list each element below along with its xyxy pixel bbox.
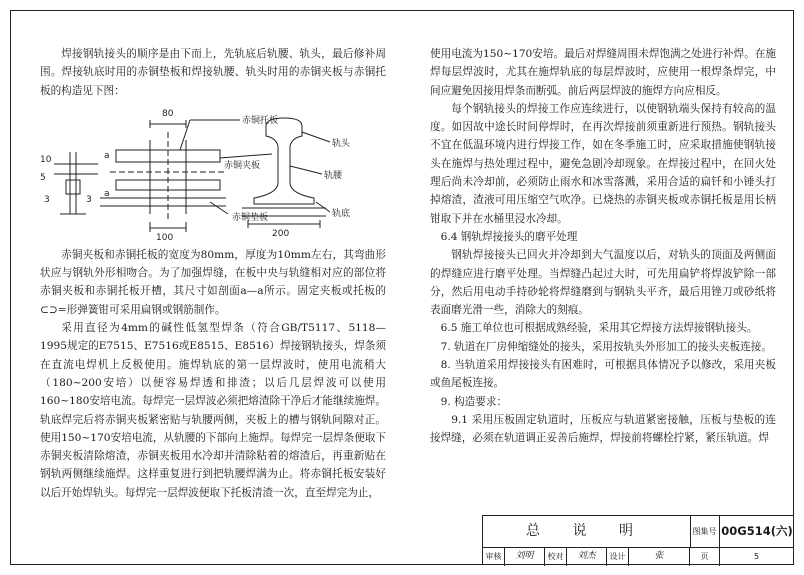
title-block bbox=[482, 515, 794, 565]
page-label: 页 bbox=[690, 547, 720, 566]
copper-plate-figure bbox=[40, 102, 386, 240]
heading-9: 9. 构造要求： bbox=[440, 395, 508, 408]
dim-3-label: 3 bbox=[44, 194, 50, 205]
design-label: 设计 bbox=[607, 547, 629, 566]
dim-5-label: 5 bbox=[40, 172, 46, 183]
check-signature: 刘杰 bbox=[567, 547, 607, 566]
paragraph-weld-sequence: 焊接钢轨接头的顺序是由下而上，先轨底后轨腰、轨头，最后修补周围。焊接轨底时用的赤铜垫板和焊接轨腰、轨头时用的赤铜夹板与赤铜托板的构造见下图： bbox=[40, 48, 386, 97]
review-label: 审核 bbox=[483, 547, 505, 566]
paragraph-8: 8. 当轨道采用焊接接头有困难时，可根据具体情况予以修改，采用夹板或鱼尾板连接。 bbox=[430, 359, 776, 390]
title-block-row-2 bbox=[483, 547, 794, 566]
paragraph-current-continued: 使用电流为150~170安培。最后对焊缝周围未焊饱满之处进行补焊。在施焊每层焊波时，尤其在施焊轨底的每层焊波时，应使用一根焊条焊完，中间应避免因接用焊条而断弧。前后两层焊波的施焊方向应相反。 bbox=[430, 48, 776, 97]
paragraph-welding-rod: 采用直径为4mm的碱性低氢型焊条（符合GB/T5117、5118—1995规定的E7515、E7516或E8515、E8516）焊接钢轨接头，焊条须在直流电焊机上反极使用。施焊轨底的第一层焊波时，使用电流稍大（180~200安培）以便容易焊透和排渣；以后几层焊波可以使用160~180安培电流。每焊完一层焊波必须把熔渣除干净后才能继续施焊。轨底焊完后将赤铜夹板紧密贴与轨腰两侧，夹板上的槽与钢轨间隙对正。使用150~170安培电流，从轨腰的下部向上施焊。每焊完一层焊条便取下赤铜夹板清除熔渣，赤铜夹板用水冷却并清除粘着的熔渣后，再重新贴在钢轨两侧继续施焊。这样重复进行到把轨腰焊满为止。将赤铜托板安装好以后开始焊轨头。每焊完一层焊波便取下托板清渣一次，直至焊完为止， bbox=[40, 322, 386, 499]
dim-80-label: 80 bbox=[162, 108, 174, 119]
atlas-number-label: 图集号 bbox=[690, 516, 720, 547]
copper-plate-drawing bbox=[40, 102, 386, 240]
dim-200-label: 200 bbox=[272, 228, 290, 239]
review-signature: 刘明 bbox=[505, 547, 545, 566]
paragraph-6-5: 6.5 施工单位也可根据成熟经验，采用其它焊接方法焊接钢轨接头。 bbox=[440, 322, 758, 335]
paragraph-7: 7. 轨道在厂房伸缩缝处的接头，采用按轨头外形加工的接头夹板连接。 bbox=[440, 340, 772, 353]
dim-3b-label: 3 bbox=[86, 194, 92, 205]
paragraph-grinding: 钢轨焊接接头已回火并冷却到大气温度以后，对轨头的顶面及两侧面的焊缝应进行磨平处理。当焊缝凸起过大时，可先用扁铲将焊波铲除一部分，然后用电动手持砂轮将焊缝磨到与钢轨头平齐，最后用锉刀或砂纸将表面磨光滑一些，消除大的刻痕。 bbox=[430, 249, 776, 317]
callout-guitou-label: 轨头 bbox=[332, 138, 351, 149]
section-a2-label: a bbox=[104, 188, 110, 199]
page-number: 5 bbox=[753, 552, 760, 561]
callout-jiaban-label: 赤铜夹板 bbox=[224, 160, 261, 171]
paragraph-9-1: 9.1 采用压板固定轨道时，压板应与轨道紧密接触，压板与垫板的连接焊缝，必须在轨道调正妥善后施焊，焊接前将螺栓拧紧，紧压轨道。焊 bbox=[430, 413, 776, 445]
callout-dianban-label: 赤铜垫板 bbox=[232, 212, 269, 223]
title-block-row-1 bbox=[483, 516, 794, 548]
rail-section-drawing bbox=[242, 118, 326, 228]
atlas-number: 00G514(六) bbox=[721, 524, 793, 538]
design-signature: 张 bbox=[629, 547, 690, 566]
section-a1-label: a bbox=[104, 150, 110, 161]
paragraph-copper-plate: 赤铜夹板和赤铜托板的宽度为80mm，厚度为10mm左右，其弯曲形状应与钢轨外形相吻合。为了加强焊缝，在板中央与轨缝相对应的部位将赤铜夹板和赤铜托板开槽，其尺寸如剖面a—a所示。固定夹板或托板的⊂⊃=形弹簧钳可采用扁钢或钢筋制作。 bbox=[40, 248, 386, 316]
check-label: 校对 bbox=[545, 547, 567, 566]
drawing-title: 总 说 明 bbox=[483, 516, 691, 547]
paragraph-continuous-welding: 每个钢轨接头的焊接工作应连续进行，以使钢轨端头保持有较高的温度。如因故中途长时间停焊时，在再次焊接前须重新进行预热。钢轨接头不宜在低温环境内进行焊接工作，如在冬季施工时，应采取措施使钢轨接头在施焊与热处理过程中，避免急剧冷却现象。在焊接过程中，在回火处理后尚未冷却前，必须防止雨水和冰雪落溅，采用合适的扁钎和小锤头打掉熔渣，渣液可用压缩空气吹净。已烧热的赤铜夹板或赤铜托板是用长柄钳取下并在水桶里浸水冷却。 bbox=[430, 102, 776, 225]
dim-10-label: 10 bbox=[40, 154, 52, 165]
heading-6-4: 6.4 钢轨焊接接头的磨平处理 bbox=[440, 230, 578, 243]
callout-guidi-label: 轨底 bbox=[332, 208, 351, 219]
callout-tuoban-label: 赤铜托板 bbox=[242, 115, 279, 126]
main-view-drawing bbox=[100, 120, 226, 232]
left-column bbox=[40, 45, 386, 502]
callout-guiyao-label: 轨腰 bbox=[324, 170, 343, 181]
dim-100-label: 100 bbox=[156, 232, 174, 240]
right-column bbox=[430, 45, 776, 448]
